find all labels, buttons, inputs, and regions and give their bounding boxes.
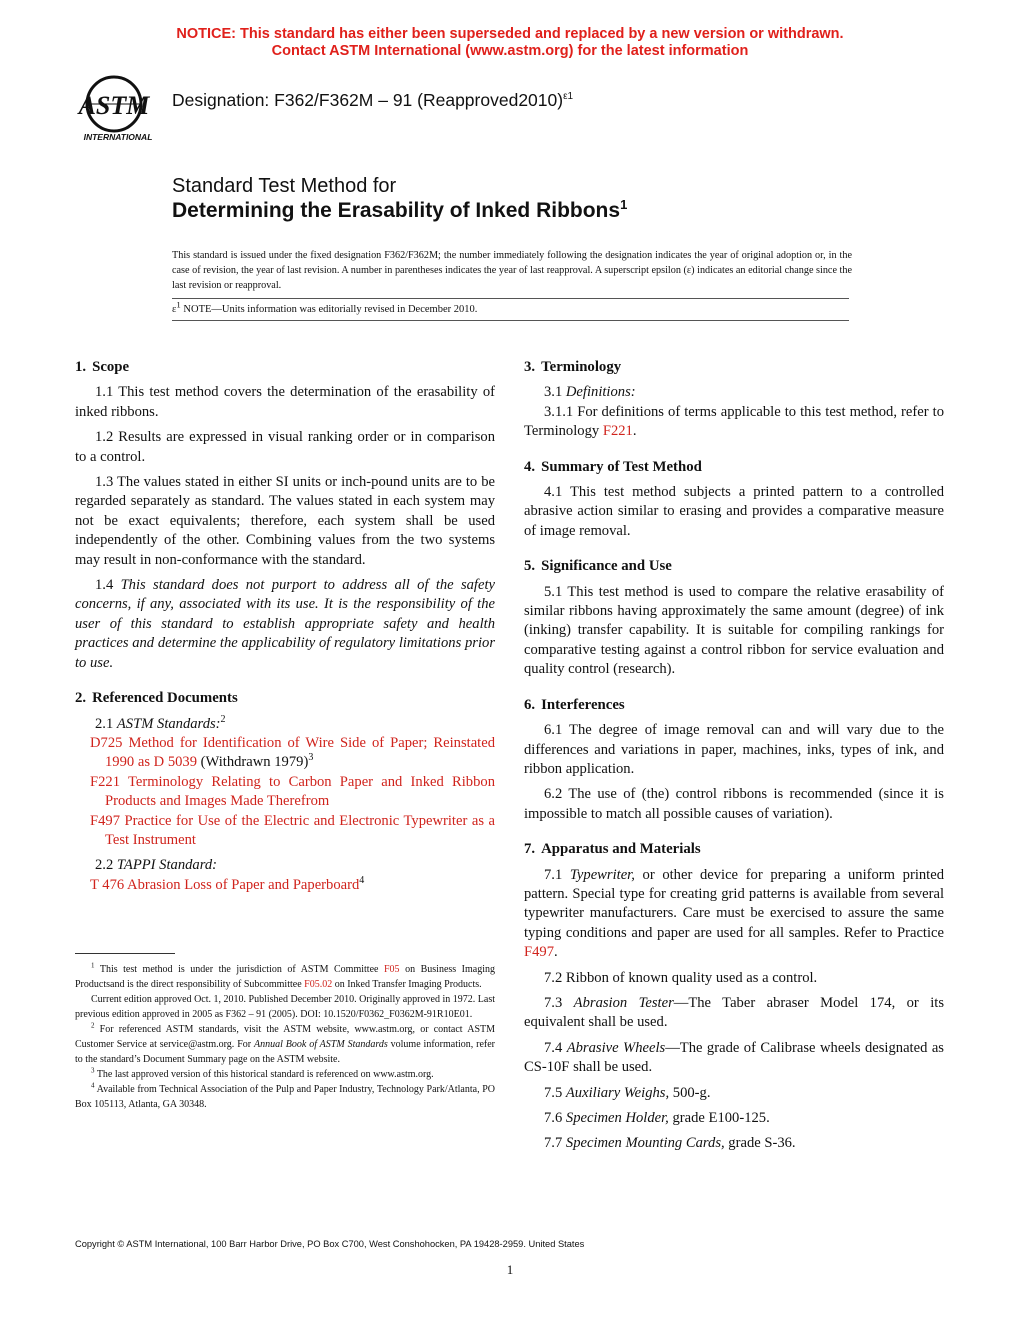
logo-subtext: INTERNATIONAL xyxy=(83,132,153,142)
footnote-3: $^3$ The last approved version of this historical standard is referenced on www.astm.org. xyxy=(91,1066,434,1080)
section-heading-referenced-documents: 2. Referenced Documents xyxy=(75,690,238,707)
paragraph-7-4: 7.4 Abrasive Wheels—The grade of Calibrase wheels designated as CS-10F shall be used. xyxy=(524,1039,944,1076)
paragraph-3-1: 3.1 Definitions: xyxy=(544,384,636,401)
editorial-note-epsilon: ε xyxy=(172,304,177,315)
reference-link-d725[interactable]: D725 Method for Identification of Wire Side of Paper; Reinstated 1990 as D 5039 xyxy=(90,734,495,771)
reference-f221 xyxy=(75,773,495,812)
paragraph-4-1: 4.1 This test method subjects a printed pattern to a controlled abrasive action similar to erasing and provides a comparative measure of image removal. xyxy=(524,484,944,539)
editorial-note xyxy=(172,299,478,315)
reference-t476: T 476 Abrasion Loss of Paper and Paperboard$^4$ xyxy=(90,874,365,893)
footnotes xyxy=(75,962,495,1112)
designation-text: Designation: F362/F362M – 91 (Reapproved2010) xyxy=(172,90,564,110)
intro-paragraph: This standard is issued under the fixed designation F362/F362M; the number immediately following the designation indicates the year of original adoption or, in the case of revision, the year of last revision. A number in parentheses indicates the year of last reapproval. A superscript epsilon (ε) indicates an editorial change since the last revision or reapproval. xyxy=(172,250,852,291)
paragraph-1-2: 1.2 Results are expressed in visual ranking order or in comparison to a control. xyxy=(75,429,495,465)
reference-d725: D725 Method for Identification of Wire Side of Paper; Reinstated 1990 as D 5039 (Withdrawn 1979)$^3$ xyxy=(90,734,495,771)
section-heading-scope: 1. Scope xyxy=(75,359,130,375)
paragraph-7-5: 7.5 Auxiliary Weighs, 500-g. xyxy=(544,1084,711,1101)
paragraph-2-1: 2.1 ASTM Standards:$^2$ xyxy=(95,713,226,732)
paragraph-1-1: 1.1 This test method covers the determination of the erasability of inked ribbons. xyxy=(75,384,495,420)
designation-epsilon: ε1 xyxy=(563,91,574,103)
divider xyxy=(172,298,849,299)
reference-link-f221[interactable]: F221 Terminology Relating to Carbon Paper and Inked Ribbon Products and Images Made Therefrom xyxy=(90,773,495,810)
footnote-1: $^1$ This test method is under the jurisdiction of ASTM Committee F05 on Business Imaging Productsand is the direct responsibility of Subcommittee F05.02 on Inked Transfer Imaging Products. xyxy=(75,961,496,990)
terminology-link-f221[interactable]: F221 xyxy=(602,423,633,440)
reference-link-f497[interactable]: F497 Practice for Use of the Electric and Electronic Typewriter as a Test Instrument xyxy=(90,812,495,848)
paragraph-7-6: 7.6 Specimen Holder, grade E100-125. xyxy=(544,1110,770,1126)
paragraph-6-1: 6.1 The degree of image removal can and will vary due to the differences and variations in paper, machines, inks, types of ink, and ribbon application. xyxy=(524,722,944,777)
paragraph-7-7: 7.7 Specimen Mounting Cards, grade S-36. xyxy=(544,1135,796,1152)
paragraph-5-1: 5.1 This test method is used to compare the relative erasability of similar ribbons having approximately the same amount (degree) of ink (inking) transfer capability. It is suitable for compiling rankings for comparative testing against a control ribbon for service evaluation and quality control (research). xyxy=(524,583,944,678)
paragraph-6-2: 6.2 The use of (the) control ribbons is recommended (since it is impossible to match all possible causes of variation). xyxy=(524,786,944,822)
editorial-note-sup: 1 xyxy=(176,299,181,310)
footnote-1-edition: Current edition approved Oct. 1, 2010. Published December 2010. Originally approved in 1972. Last previous edition approved in 2005 as F362 – 91 (2005). DOI: 10.1520/F0362_F0362M-91R10E01. xyxy=(75,994,495,1020)
paragraph-7-3: 7.3 Abrasion Tester—The Taber abraser Model 174, or its equivalent shall be used. xyxy=(524,994,944,1031)
title-line-1: Standard Test Method for xyxy=(172,175,397,197)
title-footnote-mark: 1 xyxy=(620,197,628,212)
section-heading-significance: 5. Significance and Use xyxy=(524,558,672,575)
astm-logo xyxy=(76,74,162,144)
editorial-note-text: NOTE—Units information was editorially revised in December 2010. xyxy=(180,304,478,315)
footnote-2: $^2$ For referenced ASTM standards, visit the ASTM website, www.astm.org, or contact ASTM Customer Service at service@astm.org. For Annual Book of ASTM Standards volume information, refer to the standard’s Document Summary page on the ASTM website. xyxy=(75,1021,495,1065)
page-number: 1 xyxy=(506,1262,514,1277)
paragraph-7-2: 7.2 Ribbon of known quality used as a control. xyxy=(544,969,818,986)
paragraph-7-1: 7.1 Typewriter, or other device for preparing a uniform printed pattern. Special type for creating grid patterns is available from several typewriter manufacturers. Care must be exercised to assure the same typing conditions and paper are used for all samples. Refer to Practice F497. xyxy=(524,866,944,961)
footnote-divider xyxy=(75,953,175,954)
section-heading-terminology: 3. Terminology xyxy=(524,359,622,375)
footnote-4: $^4$ Available from Technical Association of the Pulp and Paper Industry, Technology Park/Atlanta, PO Box 105113, Atlanta, GA 30348. xyxy=(75,1081,495,1110)
title-line-2: Determining the Erasability of Inked Ribbons xyxy=(172,199,621,222)
left-column xyxy=(75,358,495,895)
section-heading-interferences: 6. Interferences xyxy=(524,696,625,713)
paragraph-3-1-1: 3.1.1 For definitions of terms applicable to this test method, refer to Terminology F221. xyxy=(524,403,944,440)
page-title xyxy=(172,199,627,223)
paragraph-1-4: 1.4 This standard does not purport to address all of the safety concerns, if any, associated with its use. It is the responsibility of the user of this standard to establish appropriate safety and health practices and determine the applicability of regulatory limitations prior to use. xyxy=(75,577,495,671)
section-heading-apparatus: 7. Apparatus and Materials xyxy=(524,841,701,858)
divider xyxy=(172,320,849,321)
paragraph-1-3: 1.3 The values stated in either SI units or inch-pound units are to be regarded separately as standard. The values stated in each system may not be exact equivalents; therefore, each system shall be used independently of the other. Combining values from the two systems may result in non-conformance with the standard. xyxy=(75,474,495,568)
reference-f497 xyxy=(75,812,495,851)
right-column xyxy=(524,358,944,1160)
section-heading-summary: 4. Summary of Test Method xyxy=(524,458,702,475)
paragraph-2-2: 2.2 TAPPI Standard: xyxy=(95,857,218,874)
designation xyxy=(172,90,573,111)
notice-banner xyxy=(0,26,1020,59)
reference-link-t476[interactable]: T 476 Abrasion Loss of Paper and Paperboard xyxy=(90,876,360,893)
notice-line-2: Contact ASTM International (www.astm.org) for the latest information xyxy=(271,42,749,59)
footnote-link-f05[interactable]: F05 xyxy=(383,964,400,975)
apparatus-link-f497[interactable]: F497 xyxy=(524,944,555,961)
notice-line-1: NOTICE: This standard has either been superseded and replaced by a new version or withdrawn. xyxy=(176,26,844,42)
logo-letters: ASTM xyxy=(78,91,150,120)
footnote-link-f0502[interactable]: F05.02 xyxy=(304,979,333,990)
copyright-footer: Copyright © ASTM International, 100 Barr Harbor Drive, PO Box C700, West Conshohocken, PA 19428-2959. United States xyxy=(75,1239,585,1249)
astm-logo-icon xyxy=(76,74,162,144)
